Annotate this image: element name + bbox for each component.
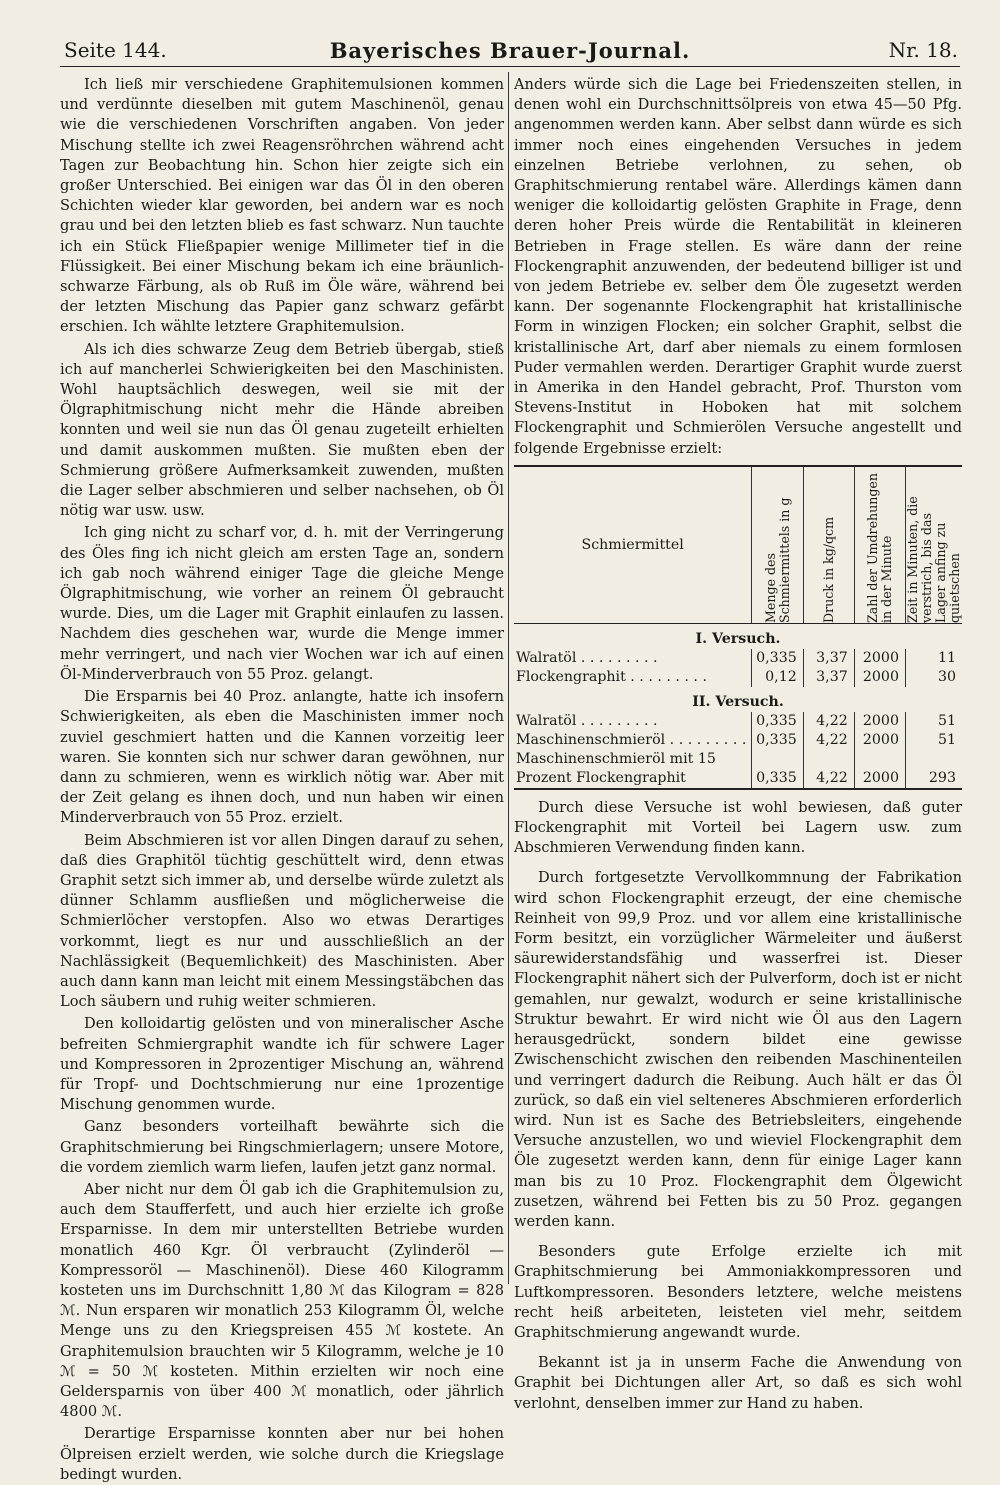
paragraph: Besonders gute Erfolge erzielte ich mit Graphitschmierung bei Ammoniakkompressoren und Luftkompressoren. Besonders letztere, welche meistens recht heiß arbeiteten, leisteten viel mehr, seitdem Graphitschmierung angewandt wurde.: [514, 1243, 962, 1341]
paragraph: Die Ersparnis bei 40 Proz. anlangte, hatte ich insofern Schwierigkeiten, als eben die Maschinisten immer noch zuviel geschmiert hatten und die Kannen vorzeitig leer waren. Sie konnten sich nur schwer daran gewöhnen, nur dann zu schmieren, wenn es wirklich nötig war. Aber mit der Zeit gelang es ihnen doch, und nun haben wir einen Minderverbrauch von 55 Proz. erzielt.: [60, 688, 504, 827]
journal-title: Bayerisches Brauer-Journal.: [329, 38, 691, 63]
paragraph: Den kolloidartig gelösten und von mineralischer Asche befreiten Schmiergraphit wandte ich für schwere Lager und Kompressoren in 2prozentiger Mischung an, während für Tropf- und Dochtschmierung nur eine 1prozentige Mischung genommen wurde.: [60, 1015, 504, 1114]
results-table: [514, 465, 962, 790]
section-title-row: I. Versuch.: [695, 630, 781, 647]
page-number: Seite 144.: [64, 38, 167, 62]
page-header: [60, 36, 960, 67]
table-header-row: [514, 467, 962, 624]
table-row: Maschinenschmieröl mit 15 Prozent Flockengraphit 0,335 4,22 2000 293: [514, 750, 962, 788]
section-title-row: II. Versuch.: [692, 693, 784, 710]
left-column: [60, 75, 504, 1483]
paragraph: Aber nicht nur dem Öl gab ich die Graphitemulsion zu, auch dem Staufferfett, und auch hier erzielte ich große Ersparnisse. In dem mir unterstellten Betriebe wurden monatlich 460 Kgr. Öl verbraucht (Zylinderöl — Kompressoröl — Maschinenöl). Diese 460 Kilogramm kosteten uns im Durchschnitt 1,80 ℳ das Kilogram = 828 ℳ. Nun ersparen wir monatlich 253 Kilogramm Öl, welche Menge uns zu den Kriegspreisen 455 ℳ kostete. An Graphitemulsion brauchten wir 5 Kilogramm, welche je 10 ℳ = 50 ℳ kosteten. Mithin erzielten wir noch eine Geldersparnis von über 400 ℳ monatlich, oder jährlich 4800 ℳ.: [60, 1180, 504, 1421]
paragraph: Anders würde sich die Lage bei Friedenszeiten stellen, in denen wohl ein Durchschnittsölpreis von etwa 45—50 Pfg. angenommen werden kann. Aber selbst dann würde es sich immer noch eines eingehenden Versuches in jedem einzelnen Betriebe verlohnen, zu sehen, ob Graphitschmierung rentabel wäre. Allerdings kämen dann weniger die kolloidartig gelösten Graphite in Frage, denn deren hoher Preis würde die Rentabilität in kleineren Betrieben in Frage stellen. Es wäre dann der reine Flockengraphit anzuwenden, der bedeutend billiger ist und von jedem Betriebe ev. selber dem Öle zugesetzt werden kann. Der sogenannte Flockengraphit hat kristallinische Form in winzigen Flocken; ein solcher Graphit, selbst die kristallinische Art, darf aber niemals zu einem formlosen Puder vermahlen werden. Derartiger Graphit wurde zuerst in Amerika in den Handel gebracht, Prof. Thurston vom Stevens-Institut in Hoboken hat mit solchem Flockengraphit und Schmierölen Versuche angestellt und folgende Ergebnisse erzielt:: [514, 76, 962, 457]
column-divider: [508, 72, 509, 1284]
paragraph: Beim Abschmieren ist vor allen Dingen darauf zu sehen, daß dies Graphitöl tüchtig geschüttelt wird, denn etwas Graphit setzt sich immer ab, und derselbe würde zuletzt als dünner Schlamm ausfließen und möglicherweise die Schmierlöcher verstopfen. Also wo etwas Derartiges vorkommt, liegt es nur und ausschließlich an der Nachlässigkeit (Bequemlichkeit) des Maschinisten. Aber auch dann kann man leicht mit einem Messingstäbchen das Loch säubern und ruhig weiter schmieren.: [60, 831, 504, 1011]
header-rotations: Zahl der Umdrehungen in der Minute: [854, 467, 905, 624]
issue-number: Nr. 18.: [888, 38, 958, 62]
paragraph: Derartige Ersparnisse konnten aber nur bei hohen Ölpreisen erzielt werden, wie solche durch die Kriegslage bedingt wurden.: [60, 1425, 504, 1483]
header-lubricant: Schmiermittel: [514, 467, 752, 624]
right-column: [514, 75, 962, 1412]
paragraph: Durch fortgesetzte Vervollkommnung der Fabrikation wird schon Flockengraphit erzeugt, der eine chemische Reinheit von 99,9 Proz. und vor allem eine kristallinische Form besitzt, ein vorzüglicher Wärmeleiter und äußerst säurewiderstandsfähig und wasserfrei ist. Dieser Flockengraphit nähert sich der Pulverform, doch ist er nicht gemahlen, nur gewalzt, wodurch er seine kristallinische Struktur bewahrt. Er wird nicht wie Öl aus den Lagern herausgedrückt, sondern bildet eine gewisse Zwischenschicht zwischen den reibenden Maschinenteilen und verringert dadurch die Reibung. Auch hält er das Öl zurück, so daß ein viel selteneres Abschmieren erforderlich wird. Nun ist es Sache des Betriebsleiters, eingehende Versuche anzustellen, wo und wieviel Flockengraphit dem Öle zugesetzt werden kann, denn für einige Lager kann man bis zu 10 Proz. Flockengraphit dem Ölgewicht zusetzen, während bei Fetten bis zu 50 Proz. gegangen werden kann.: [514, 869, 962, 1230]
paragraph: Ganz besonders vorteilhaft bewährte sich die Graphitschmierung bei Ringschmierlagern; unsere Motore, die vordem ziemlich warm liefen, laufen jetzt ganz normal.: [60, 1118, 504, 1176]
paragraph: Ich ließ mir verschiedene Graphitemulsionen kommen und verdünnte dieselben mit gutem Maschinenöl, genau wie die verschiedenen Vorschriften angaben. Von jeder Mischung stellte ich zwei Reagensröhrchen während acht Tagen zur Beobachtung hin. Schon hier zeigte sich ein großer Unterschied. Bei einigen war das Öl in den oberen Schichten wieder klar geworden, bei andern war es noch grau und bei den letzten blieb es fast schwarz. Nun tauchte ich ein Stück Fließpapier wenige Millimeter tief in die Flüssigkeit. Bei einer Mischung bekam ich eine bräunlich-schwarze Färbung, als ob Ruß im Öle wäre, während bei der letzten Mischung das Papier ganz schwarz gefärbt erschien. Ich wählte letztere Graphitemulsion.: [60, 76, 504, 336]
table-row: Walratöl . . . 0,335 3,37 2000 11: [514, 649, 962, 668]
header-pressure: Druck in kg/qcm: [803, 467, 854, 624]
header-amount: Menge des Schmiermittels in g: [752, 467, 803, 624]
table-row: Maschinenschmieröl . . . 0,335 4,22 2000 51: [514, 731, 962, 750]
paragraph: Bekannt ist ja in unserm Fache die Anwendung von Graphit bei Dichtungen aller Art, so daß es sich wohl verlohnt, denselben immer zur Hand zu haben.: [514, 1354, 962, 1412]
paragraph: Durch diese Versuche ist wohl bewiesen, daß guter Flockengraphit mit Vorteil bei Lagern usw. zum Abschmieren Verwendung finden kann.: [514, 798, 962, 857]
paragraph: Ich ging nicht zu scharf vor, d. h. mit der Verringerung des Öles fing ich nicht gleich am ersten Tage an, sondern ich gab noch während einiger Tage die gleiche Menge Ölgraphitmischung, wie vorher an reinem Öl gebraucht wurde. Dies, um die Lager mit Graphit einlaufen zu lassen. Nachdem dies geschehen war, wurde die Menge immer mehr verringert, und nach vier Wochen war ich auf einen Öl-Minderverbrauch von 55 Proz. gelangt.: [60, 524, 504, 683]
table-row: Walratöl . . . 0,335 4,22 2000 51: [514, 712, 962, 731]
header-time: Zeit in Minuten, die verstrich, bis das Lager anfing zu quietschen: [905, 467, 962, 624]
table-row: Flockengraphit . . . 0,12 3,37 2000 30: [514, 668, 962, 687]
paragraph: Als ich dies schwarze Zeug dem Betrieb übergab, stieß ich auf mancherlei Schwierigkeiten bei den Maschinisten. Wohl hauptsächlich deswegen, weil sie mit der Ölgraphitmischung nicht mehr die Hände abreiben konnten und weil sie nun das Öl genau zugeteilt erhielten und damit auskommen mußten. Sie mußten eben der Schmierung größere Aufmerksamkeit zuwenden, mußten die Lager selber abschmieren und selber nachsehen, ob Öl nötig war usw. usw.: [60, 340, 504, 520]
